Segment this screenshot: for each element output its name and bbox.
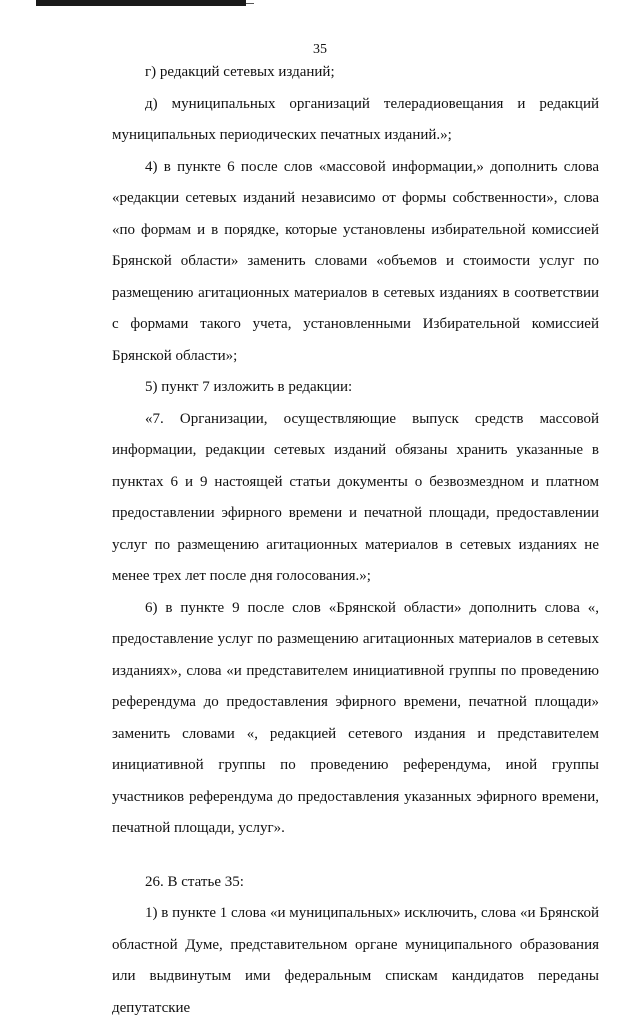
paragraph-item-6: 6) в пункте 9 после слов «Брянской области» дополнить слова «, предоставление услуг по размещению агитационных материалов в сетевых изданиях», слова «и представителем инициативной группы по проведению референдума до предоставления эфирного времени, печатной площади» заменить словами «, редакцией сетевого издания и представителем инициативной группы по проведению референдума, иной группы участников референдума до предоставления указанных эфирного времени, печатной площади, услуг». — [112, 599, 599, 836]
paragraph-item-4: 4) в пункте 6 после слов «массовой информации,» дополнить слова «редакции сетевых изданий независимо от формы собственности», слова «по формам и в порядке, которые установлены избирательной комиссией Брянской области» заменить словами «объемов и стоимости услуг по размещению агитационных материалов в сетевых изданиях в соответствии с формами такого учета, установленными Избирательной комиссией Брянской области»; — [112, 158, 599, 364]
paragraph-article-26: 26. В статье 35: — [145, 873, 244, 890]
page-number: 35 — [313, 42, 327, 57]
paragraph-item-1: 1) в пункте 1 слова «и муниципальных» исключить, слова «и Брянской областной Думе, представительном органе муниципального образования или выдвинутым ими федеральным спискам кандидатов переданы депутатские — [112, 905, 599, 1016]
paragraph-quote-7: «7. Организации, осуществляющие выпуск средств массовой информации, редакции сетевых изданий обязаны хранить указанные в пунктах 6 и 9 настоящей статьи документы о безвозмездном и платном предоставлении эфирного времени и печатной площади, предоставлении услуг по размещению агитационных материалов в сетевых изданиях не менее трех лет после дня голосования.»; — [112, 410, 599, 584]
scan-artifact-line — [246, 3, 254, 4]
paragraph-item-5: 5) пункт 7 изложить в редакции: — [145, 379, 353, 395]
paragraph-g: г) редакций сетевых изданий; — [145, 64, 335, 80]
document-body — [112, 57, 599, 1024]
paragraph-d: д) муниципальных организаций телерадиовещания и редакций муниципальных периодических печатных изданий.»; — [112, 95, 599, 143]
scan-artifact-bar — [36, 0, 246, 6]
